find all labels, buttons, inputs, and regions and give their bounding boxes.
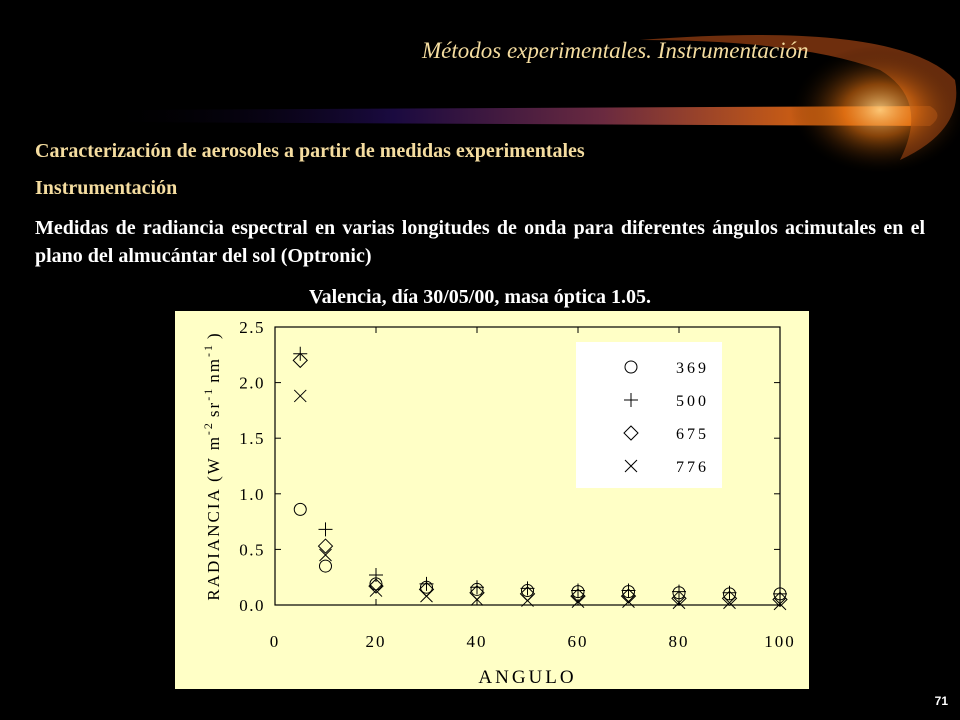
x-tick-label: 0 (269, 632, 281, 651)
x-tick-label: 20 (365, 632, 387, 651)
subsection-heading: Instrumentación (35, 177, 178, 199)
y-tick-label: 2.0 (239, 373, 265, 393)
section-heading: Caracterización de aerosoles a partir de medidas experimentales (35, 140, 585, 162)
legend-label: 369 (676, 360, 709, 377)
y-tick-label: 1.5 (239, 429, 265, 449)
y-tick-label: 0.5 (239, 540, 265, 560)
data-point-776 (320, 549, 332, 561)
legend-label: 675 (676, 426, 709, 443)
data-point-369 (320, 560, 332, 572)
legend-label: 500 (676, 393, 709, 410)
y-axis-label-part: RADIANCIA (W m (204, 435, 223, 601)
x-tick-label: 60 (567, 632, 589, 651)
y-axis-label-part: sr (204, 400, 223, 418)
page-number: 71 (934, 694, 948, 708)
y-tick-label: 0.0 (239, 596, 265, 615)
y-axis-label-part: nm (204, 357, 223, 383)
data-point-500 (319, 522, 333, 536)
x-tick-label: 80 (668, 632, 690, 651)
y-axis-label-part: ) (204, 331, 223, 340)
y-axis-label-part: -1 (201, 343, 215, 358)
data-point-776 (370, 585, 382, 597)
data-point-369 (294, 503, 306, 515)
y-tick-label: 2.5 (239, 318, 265, 337)
x-tick-label: 40 (466, 632, 488, 651)
x-axis-label: ANGULO (478, 667, 577, 688)
legend-label: 776 (676, 459, 709, 476)
data-point-776 (294, 390, 306, 402)
chart-caption: Valencia, día 30/05/00, masa óptica 1.05. (308, 286, 652, 308)
chart-panel (175, 311, 809, 689)
slide-title: Métodos experimentales. Instrumentación (422, 38, 809, 63)
data-point-776 (421, 590, 433, 602)
radiance-chart (175, 311, 809, 689)
body-paragraph: Medidas de radiancia espectral en varias longitudes de onda para diferentes ángulos acimutales en el plano del almucántar del sol (Optronic) (35, 217, 925, 267)
data-point-500 (420, 577, 434, 591)
y-axis-label-part: -1 (201, 386, 215, 401)
y-axis-label-part: -2 (201, 421, 215, 436)
y-tick-label: 1.0 (239, 484, 265, 504)
data-point-675 (319, 539, 333, 553)
y-axis-label (201, 331, 223, 600)
x-tick-label: 100 (764, 632, 796, 651)
decorative-swoosh (0, 0, 960, 200)
